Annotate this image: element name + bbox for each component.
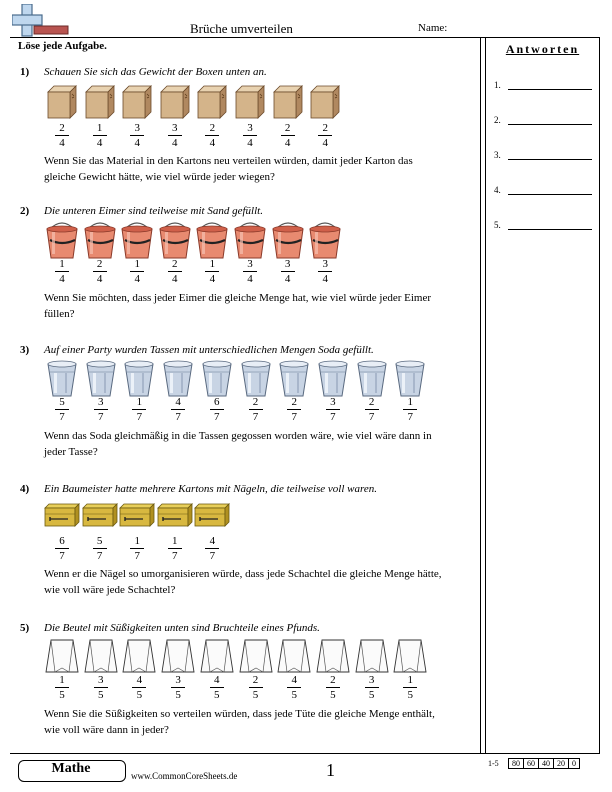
fraction-denominator: 7 [136,411,143,423]
fraction [315,258,335,285]
fraction-numerator: 3 [134,122,140,134]
fraction-denominator: 5 [59,689,65,701]
fraction [202,258,222,285]
fraction-denominator: 5 [175,689,181,701]
fraction [400,396,420,423]
fraction [127,258,147,285]
paper-bag-icon [277,638,311,679]
answers-title: Antworten [505,42,580,56]
fraction-bar [210,687,224,688]
answer-label: 2. [494,115,501,125]
fraction-denominator: 4 [96,273,103,285]
fraction [246,396,266,423]
paper-bag-icon [355,638,389,679]
problem-question-line: füllen? [44,308,75,320]
fraction-bar [94,687,108,688]
name-label: Name: [418,22,448,34]
fraction-bar [326,409,340,410]
fraction [90,258,110,285]
paper-bag-icon [393,638,427,679]
problem-question-line: wie voll wäre dann in jeder? [44,724,169,736]
fraction-numerator: 4 [214,674,220,686]
score-cell: 20 [554,759,569,769]
fraction [52,674,72,701]
fraction-denominator: 7 [214,411,220,423]
fraction [400,674,420,701]
fraction [165,535,185,562]
fraction-bar [403,687,417,688]
nail-box-icon [157,503,193,532]
problem-question-line: Wenn Sie die Süßigkeiten so verteilen würden, dass jede Tüte die gleiche Menge enthält, [44,708,435,720]
fraction-denominator: 5 [136,689,143,701]
fraction-bar [94,409,108,410]
paper-bag-icon [200,638,234,679]
problem-question-line: jeder Tasse? [44,446,98,458]
fraction-bar [132,409,146,410]
problem-intro: Auf einer Party wurden Tassen mit unterschiedlichen Mengen Soda gefüllt. [44,344,374,356]
subject-label: Mathe [51,761,91,776]
fraction [168,396,188,423]
fraction-numerator: 2 [330,674,336,686]
fraction-bar [287,409,301,410]
answer-line[interactable] [508,124,592,125]
problem-question-line: Wenn Sie das Material in den Kartons neu verteilen würden, damit jeder Karton das [44,155,413,167]
score-range: 1-5 [488,759,499,768]
fraction-bar [130,135,144,136]
fraction-bar [132,687,146,688]
fraction [240,258,260,285]
fraction-bar [171,409,185,410]
fraction-bar [365,409,379,410]
fraction-bar [287,687,301,688]
problem-number: 3) [20,344,30,356]
fraction-numerator: 1 [407,396,414,408]
score-cell: 80 [509,759,524,769]
answer-line[interactable] [508,194,592,195]
fraction-denominator: 5 [214,689,220,701]
fraction-denominator: 5 [252,689,259,701]
score-cell: 60 [524,759,539,769]
cardboard-box-icon [196,84,228,125]
fraction-numerator: 2 [59,122,65,134]
fraction [52,258,72,285]
fraction [202,122,222,149]
fraction [90,535,110,562]
nail-box-icon [194,503,230,532]
nail-box-icon [119,503,155,532]
fraction [52,396,72,423]
fraction-numerator: 3 [172,122,178,134]
problem-intro: Die unteren Eimer sind teilweise mit Sand gefüllt. [44,205,263,217]
fraction-numerator: 1 [134,535,140,547]
fraction-numerator: 2 [252,396,259,408]
fraction [362,674,382,701]
fraction [284,674,304,701]
fraction [323,674,343,701]
fraction-numerator: 1 [134,258,140,270]
fraction-numerator: 3 [284,258,291,270]
fraction-numerator: 2 [368,396,375,408]
fraction-denominator: 4 [96,137,103,149]
fraction-bar [130,548,144,549]
fraction-bar [168,135,182,136]
fraction-denominator: 7 [59,411,65,423]
paper-bag-icon [239,638,273,679]
fraction-numerator: 2 [252,674,259,686]
problem-number: 4) [20,483,30,495]
fraction-numerator: 1 [59,258,65,270]
fraction-numerator: 2 [284,122,291,134]
fraction [168,674,188,701]
column-divider [485,37,486,753]
fraction [323,396,343,423]
fraction [278,122,298,149]
fraction-denominator: 4 [209,273,216,285]
fraction-bar [205,271,219,272]
fraction [52,535,72,562]
fraction-numerator: 3 [97,674,104,686]
fraction [362,396,382,423]
problem-question-line: wie voll wäre jede Schachtel? [44,584,176,596]
answer-line[interactable] [508,89,592,90]
fraction-bar [171,687,185,688]
problem-number: 5) [20,622,30,634]
fraction-numerator: 4 [136,674,143,686]
footer-divider [10,753,600,754]
answer-label: 1. [494,80,501,90]
fraction-numerator: 1 [172,535,178,547]
fraction-numerator: 2 [322,122,328,134]
fraction-numerator: 1 [209,258,216,270]
fraction-bar [318,271,332,272]
fraction-numerator: 5 [96,535,103,547]
fraction-bar [55,687,69,688]
problem-question-line: gleiche Gewicht hätte, wie viel würde jeder wiegen? [44,171,275,183]
fraction-denominator: 4 [322,137,328,149]
problem-number: 2) [20,205,30,217]
fraction [202,535,222,562]
fraction-bar [281,135,295,136]
fraction-denominator: 4 [247,137,253,149]
fraction-denominator: 7 [368,411,375,423]
fraction-numerator: 1 [96,122,103,134]
fraction-denominator: 4 [284,273,291,285]
fraction-denominator: 4 [172,137,178,149]
fraction-denominator: 4 [134,137,140,149]
fraction-numerator: 4 [209,535,216,547]
fraction-bar [249,687,263,688]
problem-question-line: Wenn er die Nägel so umorganisieren würde, dass jede Schachtel die gleiche Menge hätte, [44,568,442,580]
fraction-numerator: 2 [96,258,103,270]
page-right-border [599,37,600,753]
cardboard-box-icon [84,84,116,125]
answer-label: 5. [494,220,501,230]
fraction-denominator: 5 [368,689,375,701]
fraction [52,122,72,149]
fraction-denominator: 7 [252,411,259,423]
fraction [315,122,335,149]
fraction-bar [365,687,379,688]
fraction-bar [93,271,107,272]
paper-bag-icon [316,638,350,679]
fraction-denominator: 7 [97,411,104,423]
fraction-bar [55,548,69,549]
fraction-denominator: 7 [330,411,336,423]
plus-logo-icon [12,4,72,38]
cardboard-box-icon [234,84,266,125]
fraction-bar [205,548,219,549]
fraction-denominator: 4 [59,137,65,149]
fraction [90,122,110,149]
fraction-denominator: 7 [291,411,297,423]
fraction-bar [281,271,295,272]
problem-intro: Die Beutel mit Süßigkeiten unten sind Bruchteile eines Pfunds. [44,622,320,634]
fraction-denominator: 4 [59,273,65,285]
fraction [129,674,149,701]
fraction-numerator: 4 [291,674,297,686]
score-cell: 0 [569,759,580,769]
fraction-denominator: 7 [209,550,216,562]
fraction-numerator: 6 [214,396,220,408]
fraction-denominator: 5 [330,689,336,701]
problem-number: 1) [20,66,30,78]
fraction-numerator: 3 [330,396,336,408]
score-table [508,758,580,769]
fraction [127,122,147,149]
fraction-numerator: 3 [97,396,104,408]
fraction [207,674,227,701]
fraction-numerator: 2 [291,396,297,408]
fraction-denominator: 4 [209,137,216,149]
fraction-denominator: 5 [407,689,414,701]
fraction [165,122,185,149]
fraction-numerator: 3 [175,674,181,686]
fraction-denominator: 7 [134,550,140,562]
fraction-bar [249,409,263,410]
fraction-numerator: 3 [247,122,253,134]
fraction [91,396,111,423]
fraction-numerator: 3 [368,674,375,686]
answer-label: 3. [494,150,501,160]
nail-box-icon [82,503,118,532]
fraction-denominator: 5 [291,689,297,701]
problem-intro: Ein Baumeister hatte mehrere Kartons mit Nägeln, die teilweise voll waren. [44,483,378,495]
cardboard-box-icon [159,84,191,125]
cardboard-box-icon [272,84,304,125]
fraction-bar [318,135,332,136]
fraction-denominator: 4 [172,273,178,285]
fraction-denominator: 7 [172,550,178,562]
problem-question-line: Wenn Sie möchten, dass jeder Eimer die gleiche Menge hat, wie viel würde jeder Eimer [44,292,432,304]
cardboard-box-icon [46,84,78,125]
fraction-denominator: 4 [247,273,253,285]
fraction-denominator: 4 [134,273,140,285]
fraction-numerator: 3 [247,258,253,270]
fraction-numerator: 1 [136,396,143,408]
header-divider [10,37,600,38]
fraction [129,396,149,423]
paper-bag-icon [84,638,118,679]
fraction-bar [243,135,257,136]
instructions: Löse jede Aufgabe. [18,40,107,52]
fraction-bar [205,135,219,136]
fraction-numerator: 6 [59,535,65,547]
fraction-numerator: 4 [175,396,181,408]
nail-box-icon [44,503,80,532]
fraction-numerator: 5 [59,396,65,408]
fraction-numerator: 2 [209,122,216,134]
fraction-denominator: 5 [97,689,104,701]
fraction-bar [168,548,182,549]
fraction [246,674,266,701]
score-cell: 40 [539,759,554,769]
fraction-numerator: 3 [322,258,328,270]
fraction [278,258,298,285]
fraction-numerator: 1 [407,674,414,686]
fraction-denominator: 4 [284,137,291,149]
cardboard-box-icon [121,84,153,125]
paper-bag-icon [161,638,195,679]
fraction-bar [210,409,224,410]
fraction-bar [326,687,340,688]
fraction-bar [55,135,69,136]
fraction-denominator: 7 [59,550,65,562]
fraction-bar [55,271,69,272]
paper-bag-icon [122,638,156,679]
answer-line[interactable] [508,229,592,230]
fraction [207,396,227,423]
fraction-denominator: 4 [322,273,328,285]
answer-label: 4. [494,185,501,195]
site-url: www.CommonCoreSheets.de [131,771,238,781]
fraction-bar [168,271,182,272]
fraction-numerator: 2 [172,258,178,270]
fraction-denominator: 7 [175,411,181,423]
fraction-bar [130,271,144,272]
fraction-bar [243,271,257,272]
page-number: 1 [326,760,335,780]
paper-bag-icon [45,638,79,679]
fraction [127,535,147,562]
column-divider [480,37,481,753]
fraction-bar [403,409,417,410]
cardboard-box-icon [309,84,341,125]
fraction [284,396,304,423]
fraction-numerator: 1 [59,674,65,686]
fraction-bar [93,548,107,549]
fraction-denominator: 7 [96,550,103,562]
problem-intro: Schauen Sie sich das Gewicht der Boxen unten an. [44,66,267,78]
fraction-bar [55,409,69,410]
fraction [240,122,260,149]
fraction-bar [93,135,107,136]
fraction-denominator: 7 [407,411,414,423]
fraction [165,258,185,285]
answer-line[interactable] [508,159,592,160]
problem-question-line: Wenn das Soda gleichmäßig in die Tassen gegossen worden wäre, wie viel wäre dann in [44,430,432,442]
worksheet-title: Brüche umverteilen [190,21,293,36]
fraction [91,674,111,701]
